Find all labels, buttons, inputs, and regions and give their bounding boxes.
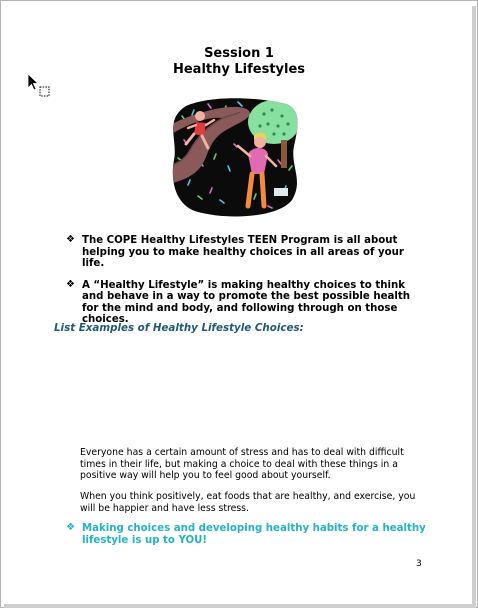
page-shadow-bottom xyxy=(4,604,476,608)
page-shadow-right xyxy=(472,6,476,606)
diamond-bullet-icon: ❖ xyxy=(66,234,75,245)
mouse-pointer-icon xyxy=(27,73,53,101)
session-title: Session 1 xyxy=(204,46,274,61)
page-number: 3 xyxy=(416,559,422,569)
diamond-bullet-icon: ❖ xyxy=(66,522,76,533)
closing-bullet xyxy=(66,523,432,546)
bullet-text: A “Healthy Lifestyle” is making healthy choices to think and behave in a way to promote the best possible health for the mind and body, and following through on those choices. xyxy=(82,279,410,325)
closing-bullet-text: Making choices and developing healthy habits for a healthy lifestyle is up to YOU! xyxy=(82,523,426,546)
bullet-healthy-lifestyle-definition xyxy=(66,280,424,326)
bullet-program-description xyxy=(66,235,424,270)
intro-bullet-list xyxy=(66,235,424,336)
exercise-clipart-icon xyxy=(168,96,308,218)
examples-subheading: List Examples of Healthy Lifestyle Choices: xyxy=(54,322,304,334)
positive-thinking-paragraph: When you think positively, eat foods that are healthy, and exercise, you will be happier and have less stress. xyxy=(80,491,416,514)
stress-paragraph: Everyone has a certain amount of stress and has to deal with difficult times in their life, but making a choice to deal with these things in a positive way will help you to feel good about yourself. xyxy=(80,447,404,481)
bullet-text: The COPE Healthy Lifestyles TEEN Program is all about helping you to make healthy choices in all areas of your life. xyxy=(82,235,404,269)
diamond-bullet-icon: ❖ xyxy=(66,278,75,290)
page-title: Healthy Lifestyles xyxy=(172,62,306,77)
